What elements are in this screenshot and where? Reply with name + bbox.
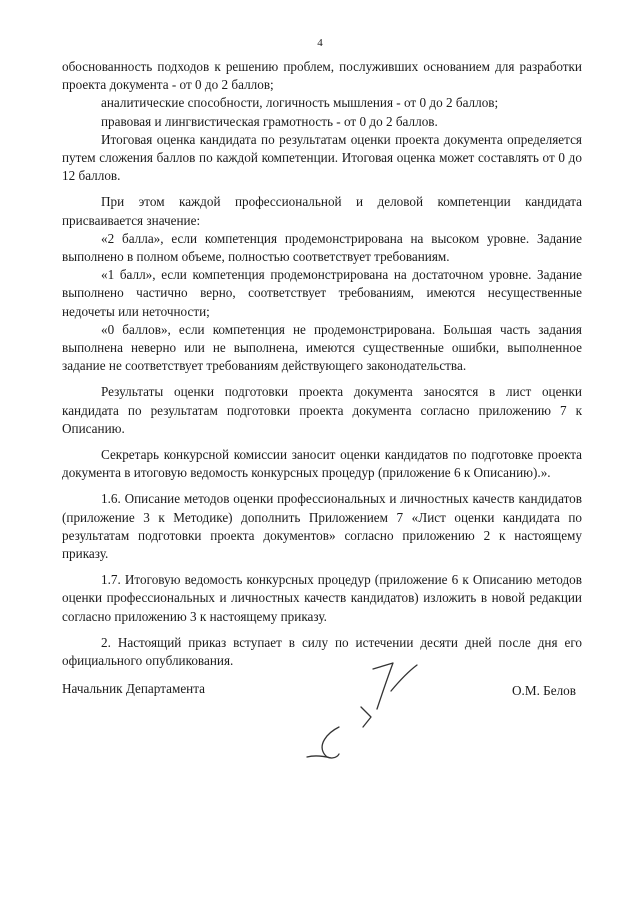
signatory-name: О.М. Белов (512, 683, 576, 698)
paragraph: обоснованность подходов к решению проблем, послуживших основанием для разработки проекта документа - от 0 до 2 баллов; (62, 59, 582, 93)
paragraph: Секретарь конкурсной комиссии заносит оценки кандидатов по подготовке проекта документа в итоговую ведомость конкурсных процедур (приложение 6 к Описанию).». (62, 447, 582, 481)
paragraph: правовая и лингвистическая грамотность - от 0 до 2 баллов. (101, 113, 438, 129)
paragraph: 2. Настоящий приказ вступает в силу по истечении десяти дней после дня его официального опубликования. (62, 634, 582, 669)
paragraph: Итоговая оценка кандидата по результатам оценки проекта документа определяется путем сложения баллов по каждой компетенции. Итоговая оценка может составлять от 0 до 12 баллов. (62, 131, 582, 184)
paragraph: «2 балла», если компетенция продемонстрирована на высоком уровне. Задание выполнено в полном объеме, полностью соответствует требованиям. (62, 230, 582, 265)
paragraph: «0 баллов», если компетенция не продемонстрирована. Большая часть задания выполнена неверно или не выполнена, имеются существенные ошибки, выполненное задание не соответствует требованиям действующего законодательства. (62, 321, 582, 374)
paragraph: Результаты оценки подготовки проекта документа заносятся в лист оценки кандидата по результатам подготовки проекта документа согласно приложению 7 к Описанию. (62, 384, 582, 436)
handwritten-signature (277, 657, 437, 767)
paragraph: аналитические способности, логичность мышления - от 0 до 2 баллов; (101, 95, 499, 111)
signature-block (62, 681, 582, 751)
document-body (62, 58, 582, 670)
page-number: 4 (317, 37, 323, 49)
paragraph: При этом каждой профессиональной и деловой компетенции кандидата присваивается значение: (62, 194, 582, 228)
paragraph: 1.6. Описание методов оценки профессиональных и личностных качеств кандидатов (приложение 3 к Методике) дополнить Приложением 7 «Лист оценки кандидата по результатам подготовки проекта документов» согласно приложению 2 к настоящему приказу. (62, 491, 582, 562)
signatory-position: Начальник Департамента (62, 681, 206, 696)
paragraph: «1 балл», если компетенция продемонстрирована на достаточном уровне. Задание выполнено частично верно, соответствует требованиям, имеются несущественные недочеты или неточности; (62, 267, 582, 319)
paragraph: 1.7. Итоговую ведомость конкурсных процедур (приложение 6 к Описанию методов оценки профессиональных и личностных качеств кандидатов) изложить в новой редакции согласно приложению 3 к настоящему приказу. (62, 572, 582, 624)
